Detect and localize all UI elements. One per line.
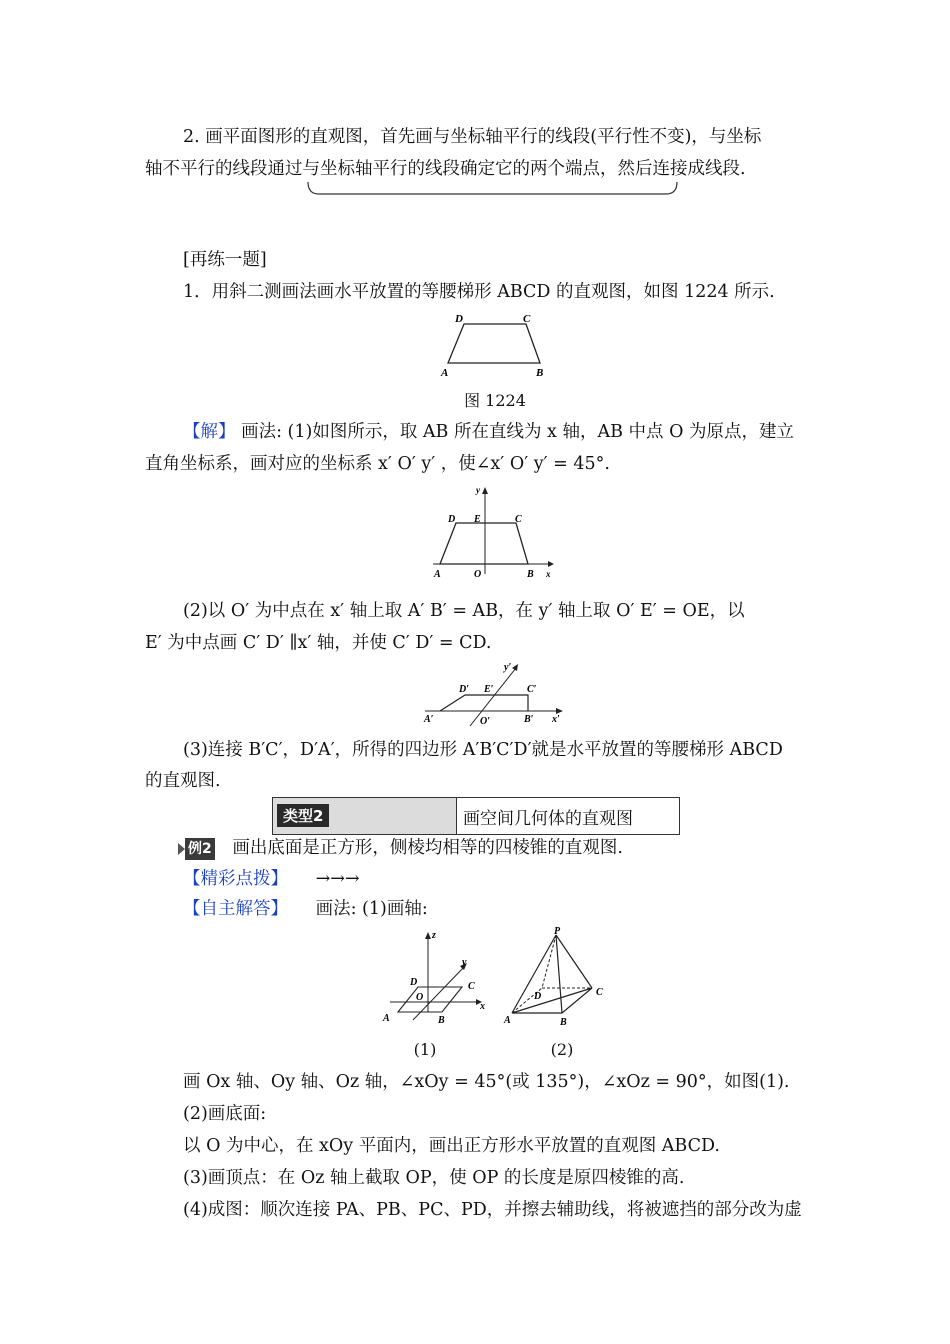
fig-pyramid bbox=[500, 925, 610, 1027]
label-D-prime: D′ bbox=[459, 684, 470, 695]
answer-line-b: (2)画底面: bbox=[183, 1104, 267, 1124]
label-D: D bbox=[448, 514, 456, 525]
label-A-prime: A′ bbox=[424, 714, 434, 725]
label-A: A bbox=[504, 1015, 511, 1026]
label-C: C bbox=[596, 987, 603, 998]
label-D: D bbox=[534, 991, 542, 1002]
label-y: y bbox=[462, 957, 467, 968]
label-C-prime: C′ bbox=[527, 684, 537, 695]
hint-tag: 【精彩点拨】 bbox=[183, 869, 288, 889]
example-tag: 例2 bbox=[185, 838, 215, 860]
label-P: P bbox=[554, 926, 561, 937]
answer-line-a: 画 Ox 轴、Oy 轴、Oz 轴，∠xOy = 45°(或 135°)，∠xOz = 90°，如图(1). bbox=[183, 1072, 790, 1092]
sol2-line2: E′ 为中点画 C′ D′ ∥x′ 轴，并使 C′ D′ = CD. bbox=[145, 633, 492, 653]
label-E: E bbox=[474, 514, 481, 525]
label-D: D bbox=[455, 313, 463, 325]
label-D: D bbox=[410, 977, 418, 988]
label-E-prime: E′ bbox=[484, 684, 494, 695]
answer-line-d: (3)画顶点：在 Oz 轴上截取 OP，使 OP 的长度是原四棱锥的高. bbox=[183, 1168, 685, 1188]
fig-left-caption: (1) bbox=[413, 1040, 437, 1059]
label-A: A bbox=[441, 367, 449, 379]
label-B: B bbox=[536, 367, 544, 379]
label-O: O bbox=[474, 569, 482, 580]
answer-line-e: (4)成图：顺次连接 PA、PB、PC、PD，并擦去辅助线，将被遮挡的部分改为虚 bbox=[183, 1200, 802, 1220]
sol1-line2: 直角坐标系，画对应的坐标系 x′ O′ y′ ，使∠x′ O′ y′ = 45°. bbox=[145, 454, 610, 474]
label-y-prime: y′ bbox=[504, 662, 512, 673]
label-x-prime: x′ bbox=[552, 714, 560, 725]
fig1224-caption: 图 1224 bbox=[464, 391, 526, 410]
label-A: A bbox=[434, 569, 441, 580]
label-O-prime: O′ bbox=[480, 716, 491, 727]
label-B-prime: B′ bbox=[524, 714, 534, 725]
answer-tag: 【自主解答】 bbox=[183, 899, 288, 919]
type-title: 画空间几何体的直观图 bbox=[463, 809, 633, 829]
label-y: y bbox=[476, 485, 480, 495]
label-x: x bbox=[546, 569, 551, 579]
label-C: C bbox=[468, 981, 475, 992]
fig-3d-axes bbox=[378, 927, 490, 1027]
sol3-line1: (3)连接 B′C′，D′A′，所得的四边形 A′B′C′D′就是水平放置的等腰梯形 ABCD bbox=[183, 740, 783, 760]
sol3-line2: 的直观图. bbox=[145, 771, 221, 791]
answer-line-c: 以 O 为中心，在 xOy 平面内，画出正方形水平放置的直观图 ABCD. bbox=[183, 1136, 720, 1156]
hint-text: →→→ bbox=[315, 869, 360, 889]
answer-text: 画法: (1)画轴: bbox=[315, 899, 428, 919]
fig-axes-trapezoid bbox=[428, 484, 558, 582]
sol2-line1: (2)以 O′ 为中点在 x′ 轴上取 A′ B′ = AB，在 y′ 轴上取 O′ E′ = OE，以 bbox=[183, 601, 745, 621]
para2-line2: 轴不平行的线段通过与坐标轴平行的线段确定它的两个端点，然后连接成线段. bbox=[145, 159, 746, 179]
underbrace bbox=[305, 180, 680, 200]
para2-line1: 2. 画平面图形的直观图，首先画与坐标轴平行的线段(平行性不变)，与坐标 bbox=[183, 127, 762, 147]
fig1224-trapezoid bbox=[430, 310, 560, 382]
type-box bbox=[272, 797, 680, 835]
fig-right-caption: (2) bbox=[550, 1040, 574, 1059]
triangle-icon bbox=[178, 843, 185, 855]
example-text: 画出底面是正方形，侧棱均相等的四棱锥的直观图. bbox=[232, 838, 623, 858]
practice-heading: [再练一题] bbox=[183, 250, 267, 270]
label-A: A bbox=[383, 1013, 390, 1024]
sol1-line1: 画法: (1)如图所示，取 AB 所在直线为 x 轴，AB 中点 O 为原点，建立 bbox=[241, 422, 794, 442]
label-C: C bbox=[515, 514, 522, 525]
type-tag: 类型2 bbox=[277, 804, 329, 827]
jie-tag: 【解】 bbox=[183, 422, 236, 442]
label-z: z bbox=[432, 930, 436, 941]
label-B: B bbox=[438, 1015, 445, 1026]
label-C: C bbox=[523, 313, 531, 325]
practice-q1: 1．用斜二测画法画水平放置的等腰梯形 ABCD 的直观图，如图 1224 所示. bbox=[183, 282, 775, 302]
fig-oblique-axes bbox=[420, 658, 570, 730]
label-O: O bbox=[416, 992, 424, 1003]
label-B: B bbox=[527, 569, 534, 580]
label-x: x bbox=[480, 1001, 485, 1012]
label-B: B bbox=[560, 1017, 567, 1027]
